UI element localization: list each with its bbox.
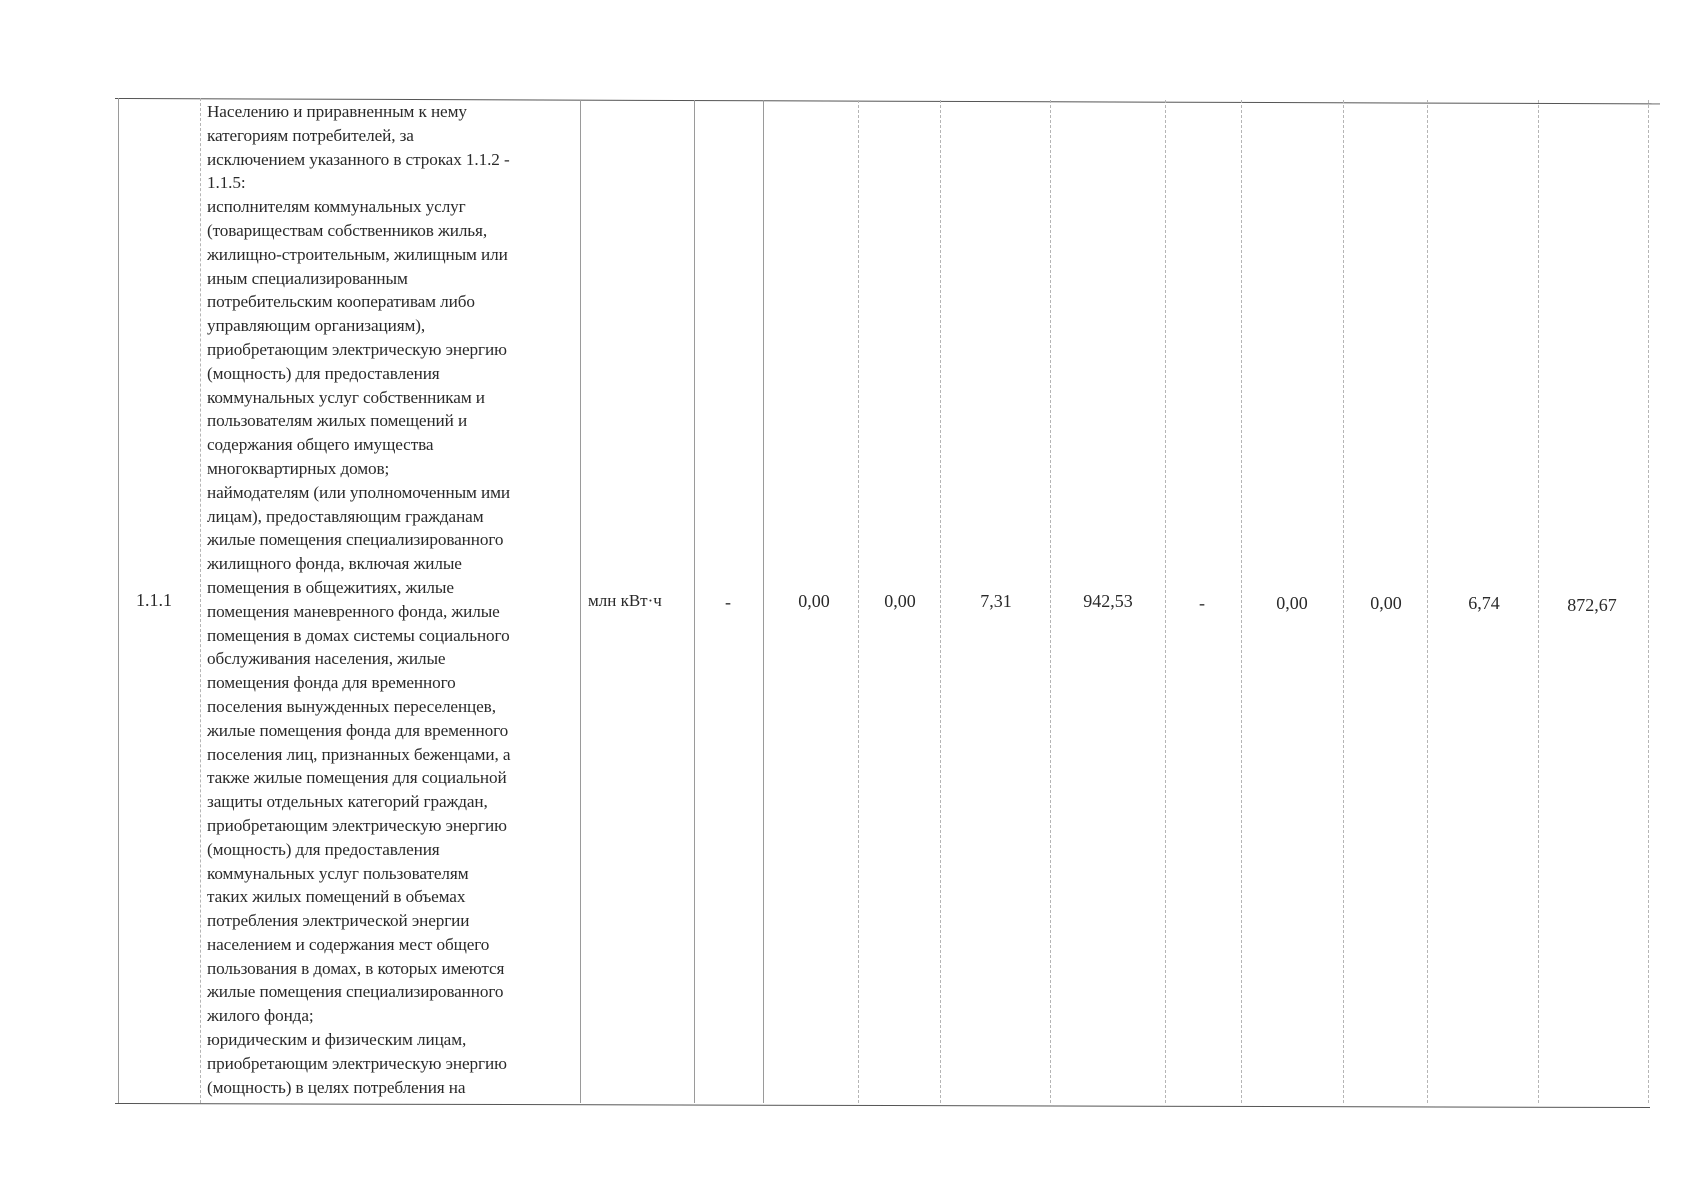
value-cell: 0,00 [884, 591, 916, 611]
description-line: помещения фонда для временного [207, 673, 456, 693]
value-cell: 0,00 [1276, 593, 1308, 613]
description-line: поселения вынужденных переселенцев, [207, 696, 496, 716]
description-line: помещения в общежитиях, жилые [207, 577, 454, 597]
value-cell: 7,31 [980, 591, 1012, 611]
description-line: населением и содержания мест общего [207, 934, 490, 954]
description-line: исполнителям коммунальных услуг [207, 197, 466, 217]
column-divider [694, 100, 695, 1103]
value-cell: 942,53 [1083, 591, 1133, 611]
description-line: жилищно-строительным, жилищным или [207, 244, 508, 264]
description-line: жилые помещения специализированного [207, 982, 504, 1002]
column-divider [858, 100, 859, 1103]
description-line: помещения в домах системы социального [207, 625, 510, 645]
value-cell: - [725, 592, 731, 612]
description-line: пользователям жилых помещений и [207, 411, 468, 431]
unit-cell: млн кВт·ч [588, 591, 662, 610]
description-line: защиты отдельных категорий граждан, [207, 792, 488, 812]
value-cell: - [1199, 593, 1205, 613]
column-divider [1241, 100, 1242, 1103]
description-line: приобретающим электрическую энергию [207, 1053, 507, 1073]
column-divider [580, 100, 581, 1103]
description-line: содержания общего имущества [207, 435, 434, 455]
description-line: жилищного фонда, включая жилые [207, 554, 462, 574]
row-description [207, 100, 579, 1099]
column-divider [1343, 100, 1344, 1103]
description-line: жилые помещения специализированного [207, 530, 504, 550]
row-code: 1.1.1 [136, 590, 172, 610]
column-divider [763, 100, 764, 1103]
column-divider [1050, 100, 1051, 1103]
value-cell: 6,74 [1468, 593, 1500, 613]
description-line: управляющим организациям), [207, 316, 426, 336]
description-line: также жилые помещения для социальной [207, 768, 507, 788]
description-line: потребления электрической энергии [207, 911, 470, 931]
description-line: многоквартирных домов; [207, 458, 390, 478]
column-divider [1427, 100, 1428, 1103]
description-line: 1.1.5: [207, 173, 246, 193]
description-line: жилого фонда; [207, 1006, 314, 1026]
description-line: (мощность) для предоставления [207, 839, 440, 859]
description-line: приобретающим электрическую энергию [207, 339, 507, 359]
description-line: категориям потребителей, за [207, 125, 414, 145]
description-line: коммунальных услуг собственникам и [207, 387, 485, 407]
description-line: Населению и приравненным к нему [207, 102, 467, 121]
column-divider [1538, 100, 1539, 1103]
column-divider [118, 98, 119, 1103]
description-line: потребительским кооперативам либо [207, 292, 475, 312]
column-divider [1648, 100, 1649, 1103]
column-divider [940, 100, 941, 1103]
description-line: (мощность) в целях потребления на [207, 1077, 466, 1097]
value-cell: 0,00 [798, 591, 830, 611]
description-line: иным специализированным [207, 268, 408, 288]
description-line: лицам), предоставляющим гражданам [207, 506, 484, 526]
description-line: коммунальных услуг пользователям [207, 863, 469, 883]
description-line: исключением указанного в строках 1.1.2 - [207, 149, 510, 169]
table-bottom-border [115, 1103, 1650, 1108]
description-line: помещения маневренного фонда, жилые [207, 601, 500, 621]
description-line: (мощность) для предоставления [207, 363, 440, 383]
column-divider [1165, 100, 1166, 1103]
description-line: пользования в домах, в которых имеются [207, 958, 505, 978]
column-divider [200, 98, 201, 1103]
description-line: обслуживания населения, жилые [207, 649, 446, 669]
description-line: поселения лиц, признанных беженцами, а [207, 744, 511, 764]
description-line: приобретающим электрическую энергию [207, 815, 507, 835]
description-line: жилые помещения фонда для временного [207, 720, 509, 740]
description-line: наймодателям (или уполномоченным ими [207, 482, 511, 502]
description-line: (товариществам собственников жилья, [207, 220, 488, 240]
description-line: юридическим и физическим лицам, [207, 1030, 467, 1050]
value-cell: 872,67 [1567, 595, 1617, 615]
description-line: таких жилых помещений в объемах [207, 887, 466, 907]
value-cell: 0,00 [1370, 593, 1402, 613]
